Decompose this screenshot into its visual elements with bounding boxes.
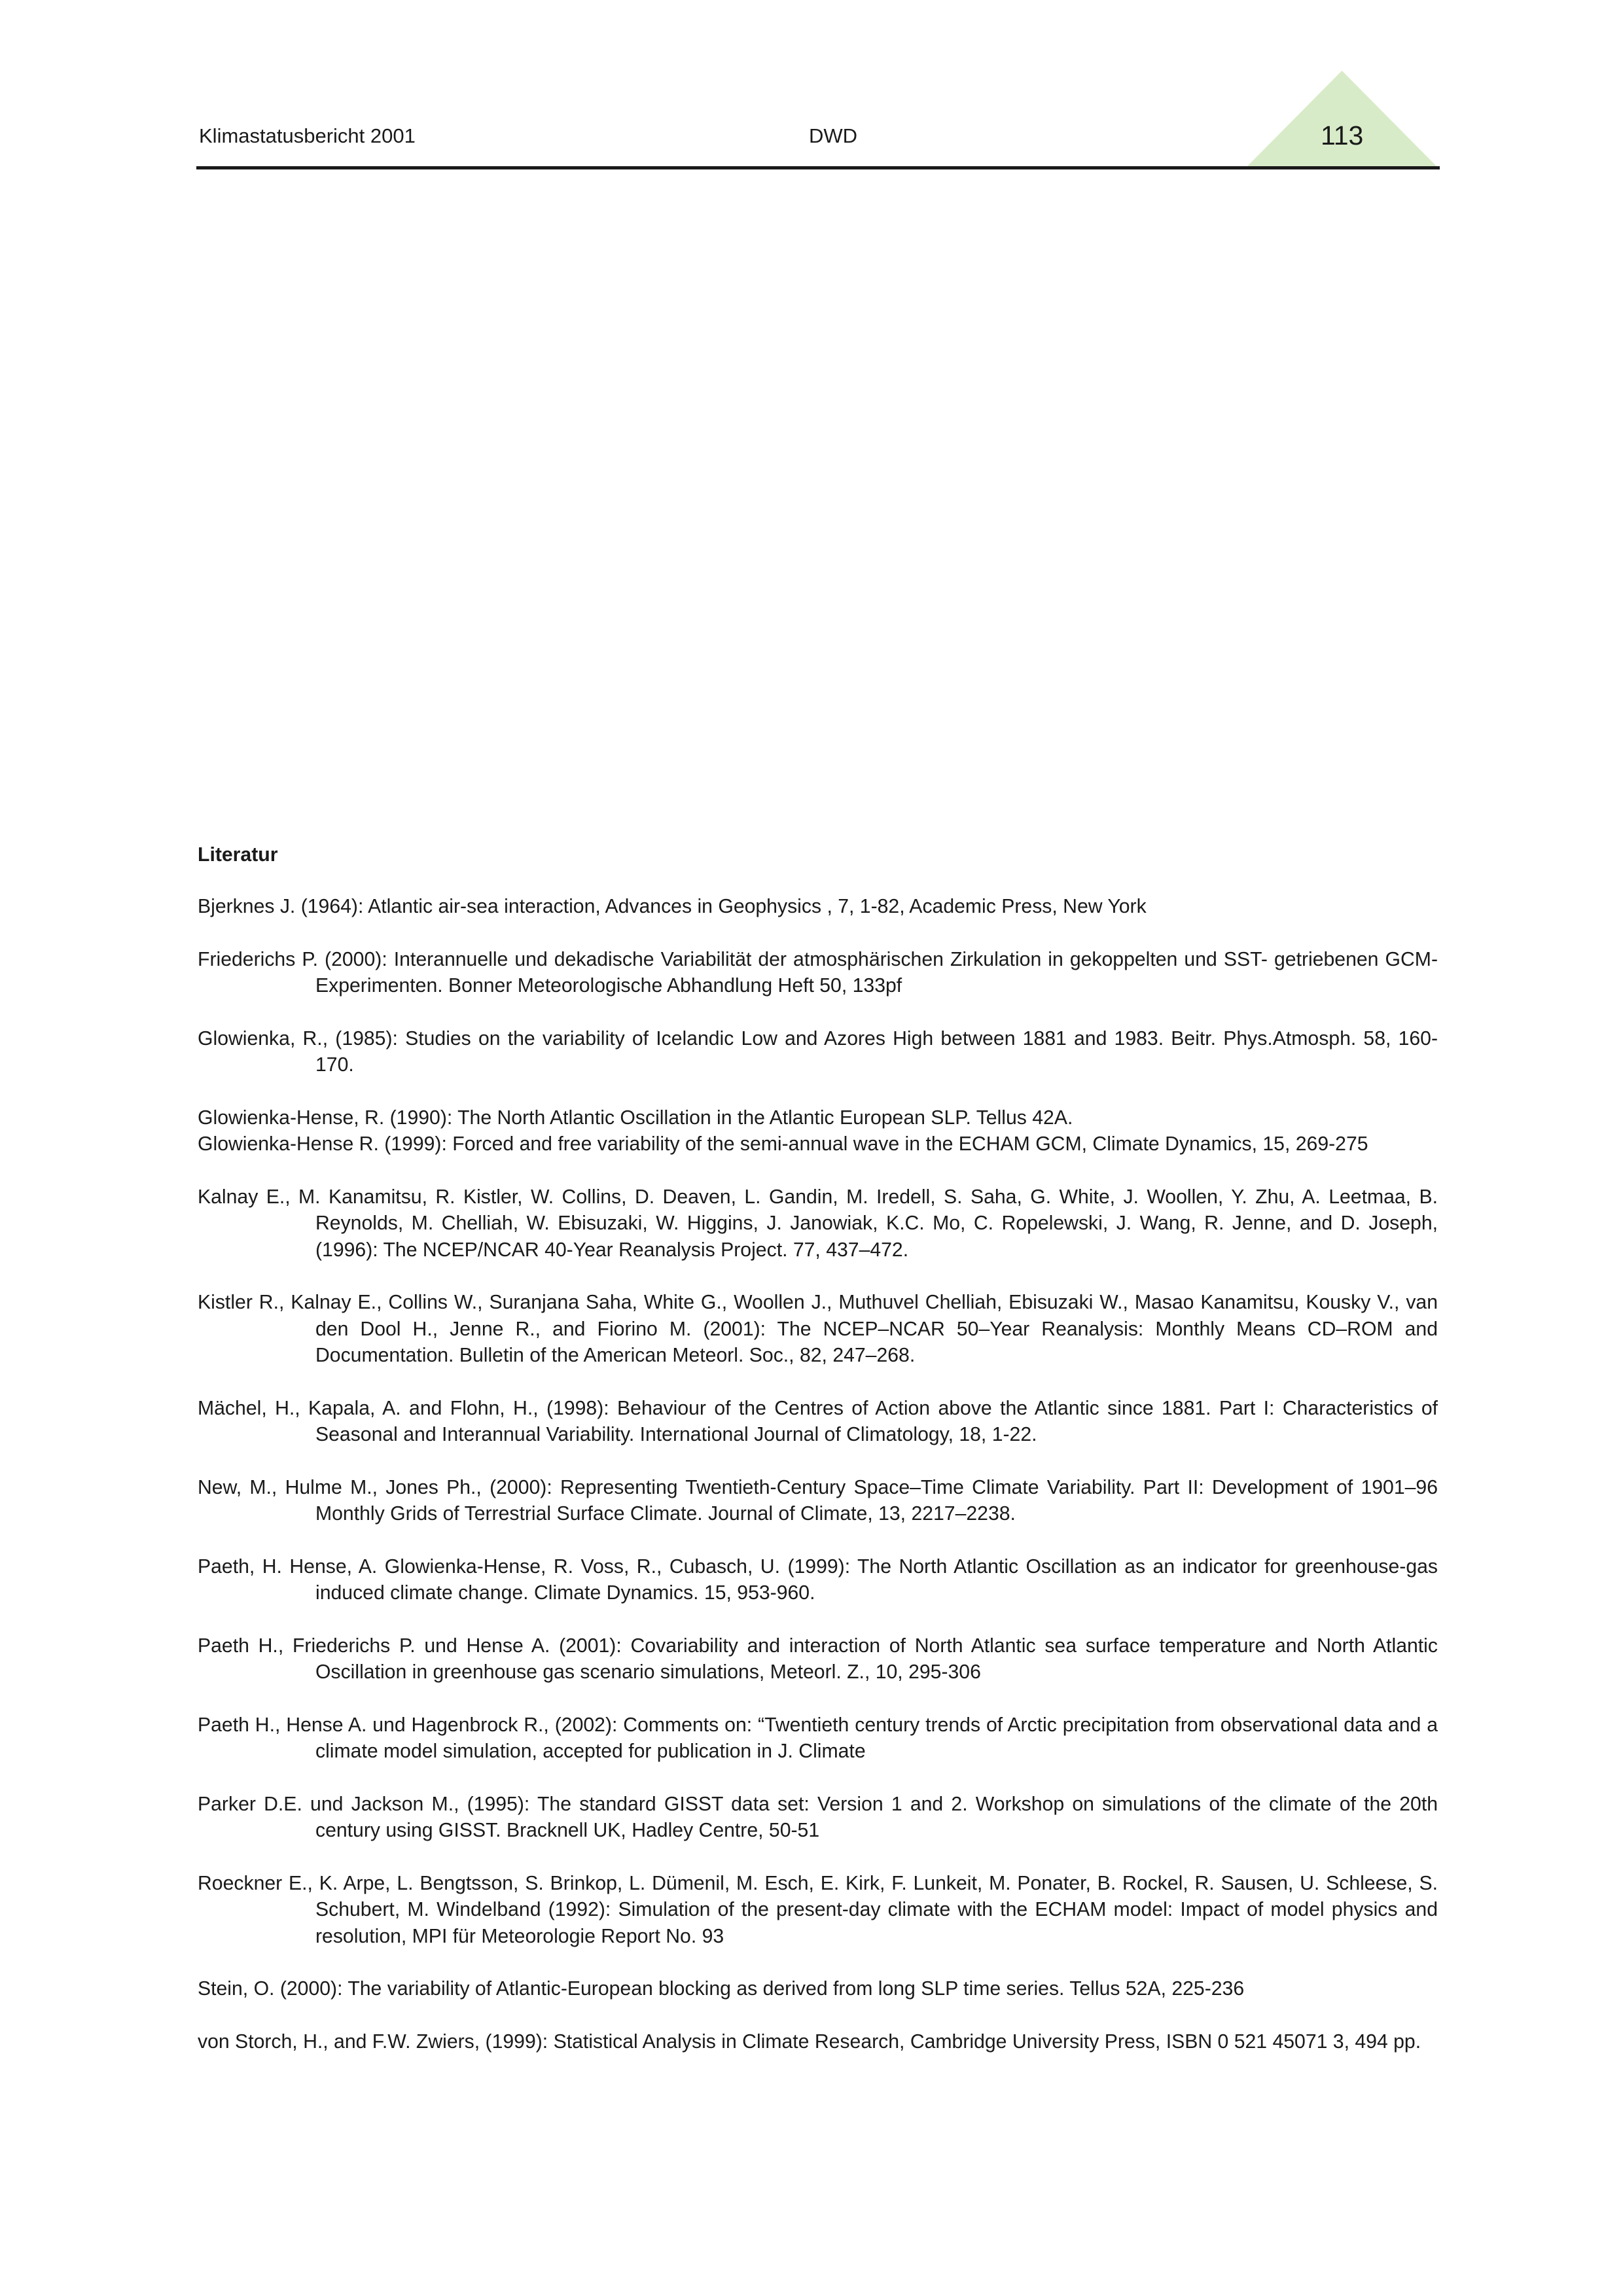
- page-header: [196, 0, 1440, 170]
- reference-entry: Paeth, H. Hense, A. Glowienka-Hense, R. Voss, R., Cubasch, U. (1999): The North Atlantic Oscillation as an indicator for greenhouse-gas induced climate change. Climate Dynamics. 15, 953-960.: [198, 1555, 1438, 1604]
- reference-entry: Stein, O. (2000): The variability of Atlantic-European blocking as derived from long SLP time series. Tellus 52A, 225-236: [198, 1978, 1245, 2000]
- reference-entry: von Storch, H., and F.W. Zwiers, (1999): Statistical Analysis in Climate Research, Cambridge University Press, ISBN 0 521 45071 3, 494 pp.: [198, 2030, 1421, 2053]
- reference-entry: Kalnay E., M. Kanamitsu, R. Kistler, W. Collins, D. Deaven, L. Gandin, M. Iredell, S. Saha, G. White, J. Woollen, Y. Zhu, A. Leetmaa, B. Reynolds, M. Chelliah, W. Ebisuzaki, W. Higgins, J. Janowiak, K.C. Mo, C. Ropelewski, J. Wang, R. Jenne, and D. Joseph, (1996): The NCEP/NCAR 40-Year Reanalysis Project. 77, 437–472.: [198, 1186, 1438, 1261]
- page-number: 113: [1321, 120, 1364, 150]
- reference-entry: Bjerknes J. (1964): Atlantic air-sea interaction, Advances in Geophysics , 7, 1-82, Academic Press, New York: [198, 896, 1147, 917]
- section-title: Literatur: [198, 844, 278, 866]
- header-report-title: Klimastatusbericht 2001: [199, 124, 416, 147]
- reference-entry: Friederichs P. (2000): Interannuelle und dekadische Variabilität der atmosphärischen Zirkulation in gekoppelten und SST- getriebenen GCM-Experimenten. Bonner Meteorologische Abhandlung Heft 50, 133pf: [198, 948, 1438, 997]
- reference-entry: Glowienka-Hense, R. (1990): The North Atlantic Oscillation in the Atlantic European SLP. Tellus 42A.: [198, 1106, 1073, 1129]
- references-section: [198, 842, 1438, 2055]
- reference-entry: Mächel, H., Kapala, A. and Flohn, H., (1998): Behaviour of the Centres of Action above the Atlantic since 1881. Part I: Characteristics of Seasonal and Interannual Variability. International Journal of Climatology, 18, 1-22.: [198, 1397, 1438, 1445]
- reference-entry: Paeth H., Friederichs P. und Hense A. (2001): Covariability and interaction of North Atlantic sea surface temperature and North Atlantic Oscillation in greenhouse gas scenario simulations, Meteorl. Z., 10, 295-306: [198, 1634, 1438, 1683]
- reference-entry: Parker D.E. und Jackson M., (1995): The standard GISST data set: Version 1 and 2. Workshop on simulations of the climate of the 20th century using GISST. Bracknell UK, Hadley Centre, 50-51: [198, 1793, 1438, 1841]
- reference-entry: Kistler R., Kalnay E., Collins W., Suranjana Saha, White G., Woollen J., Muthuvel Chelliah, Ebisuzaki W., Masao Kanamitsu, Kousky V., van den Dool H., Jenne R., and Fiorino M. (2001): The NCEP–NCAR 50–Year Reanalysis: Monthly Means CD–ROM and Documentation. Bulletin of the American Meteorl. Soc., 82, 247–268.: [198, 1292, 1438, 1366]
- reference-entry: Glowienka, R., (1985): Studies on the variability of Icelandic Low and Azores High between 1881 and 1983. Beitr. Phys.Atmosph. 58, 160-170.: [198, 1027, 1438, 1076]
- reference-entry: Glowienka-Hense R. (1999): Forced and free variability of the semi-annual wave in the ECHAM GCM, Climate Dynamics, 15, 269-275: [198, 1133, 1368, 1155]
- reference-entry: Paeth H., Hense A. und Hagenbrock R., (2002): Comments on: “Twentieth century trends of Arctic precipitation from observational data and a climate model simulation, accepted for publication in J. Climate: [198, 1714, 1438, 1762]
- reference-entry: New, M., Hulme M., Jones Ph., (2000): Representing Twentieth-Century Space–Time Climate Variability. Part II: Development of 1901–96 Monthly Grids of Terrestrial Surface Climate. Journal of Climate, 13, 2217–2238.: [198, 1476, 1438, 1525]
- reference-entry: Roeckner E., K. Arpe, L. Bengtsson, S. Brinkop, L. Dümenil, M. Esch, E. Kirk, F. Lunkeit, M. Ponater, B. Rockel, R. Sausen, U. Schleese, S. Schubert, M. Windelband (1992): Simulation of the present-day climate with the ECHAM model: Impact of model physics and resolution, MPI für Meteorologie Report No. 93: [198, 1872, 1438, 1947]
- header-publisher: DWD: [809, 124, 858, 147]
- header-rule: [196, 166, 1440, 169]
